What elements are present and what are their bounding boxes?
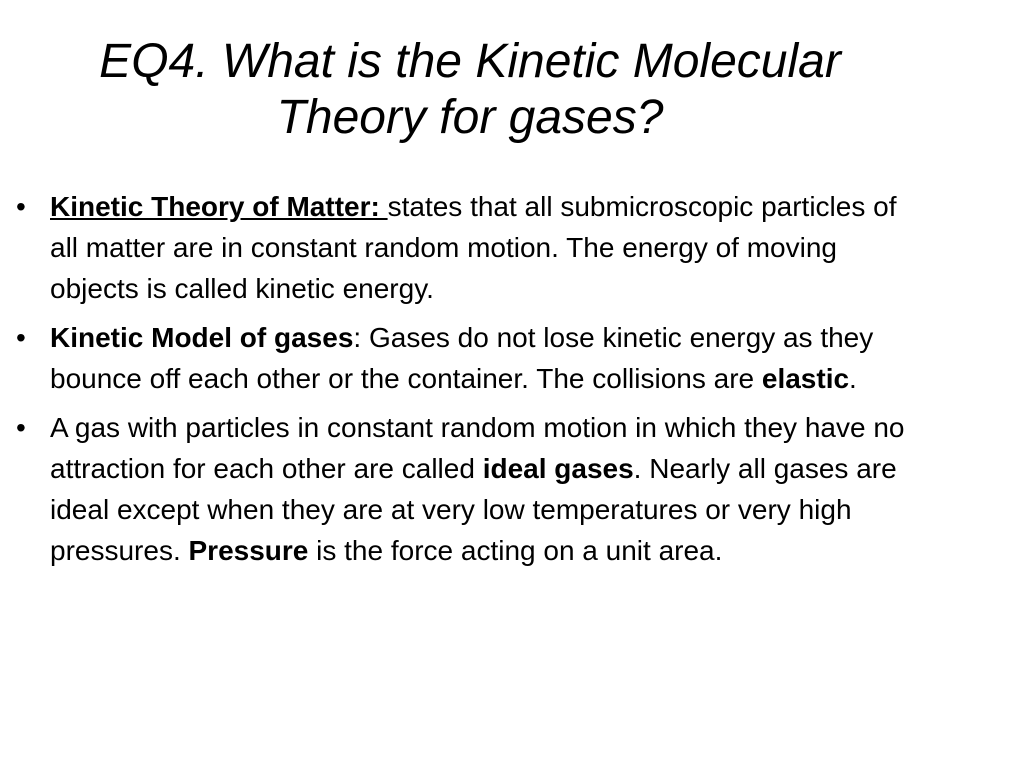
slide-title [20, 34, 920, 146]
term-kinetic-model: Kinetic Model of gases [50, 322, 354, 353]
text-ideal-gases-intro: A gas with particles in constant random motion in which they have no attraction for each other are called [50, 412, 905, 484]
definition-pressure: is the force acting on a unit area. [308, 535, 723, 566]
slide-title-line-1: EQ4. What is the Kinetic Molecular [99, 35, 841, 88]
bullet-list [0, 186, 1024, 579]
definition-kinetic-model: : Gases do not lose kinetic energy as they bounce off each other or the container. The collisions are [50, 322, 874, 394]
bullet-dot-icon: • [16, 322, 26, 353]
bullet-dot-icon: • [16, 191, 26, 222]
term-pressure: Pressure [188, 535, 309, 566]
bullet-kinetic-model [0, 317, 910, 399]
slide-title-line-2: Theory for gases? [276, 91, 664, 144]
bullet-kinetic-theory [0, 186, 910, 309]
term-elastic: elastic [761, 363, 850, 394]
period: . [849, 363, 857, 394]
text-ideal-gases-detail: . Nearly all gases are ideal except when they are at very low temperatures or very high pressures. [50, 453, 897, 566]
definition-kinetic-theory: states that all submicroscopic particles of all matter are in constant random motion. The energy of moving objects is called kinetic energy. [50, 191, 897, 304]
term-kinetic-theory: Kinetic Theory of Matter: [50, 191, 388, 222]
bullet-ideal-gases [0, 407, 910, 571]
bullet-dot-icon: • [16, 412, 26, 443]
term-ideal-gases: ideal gases [482, 453, 634, 484]
